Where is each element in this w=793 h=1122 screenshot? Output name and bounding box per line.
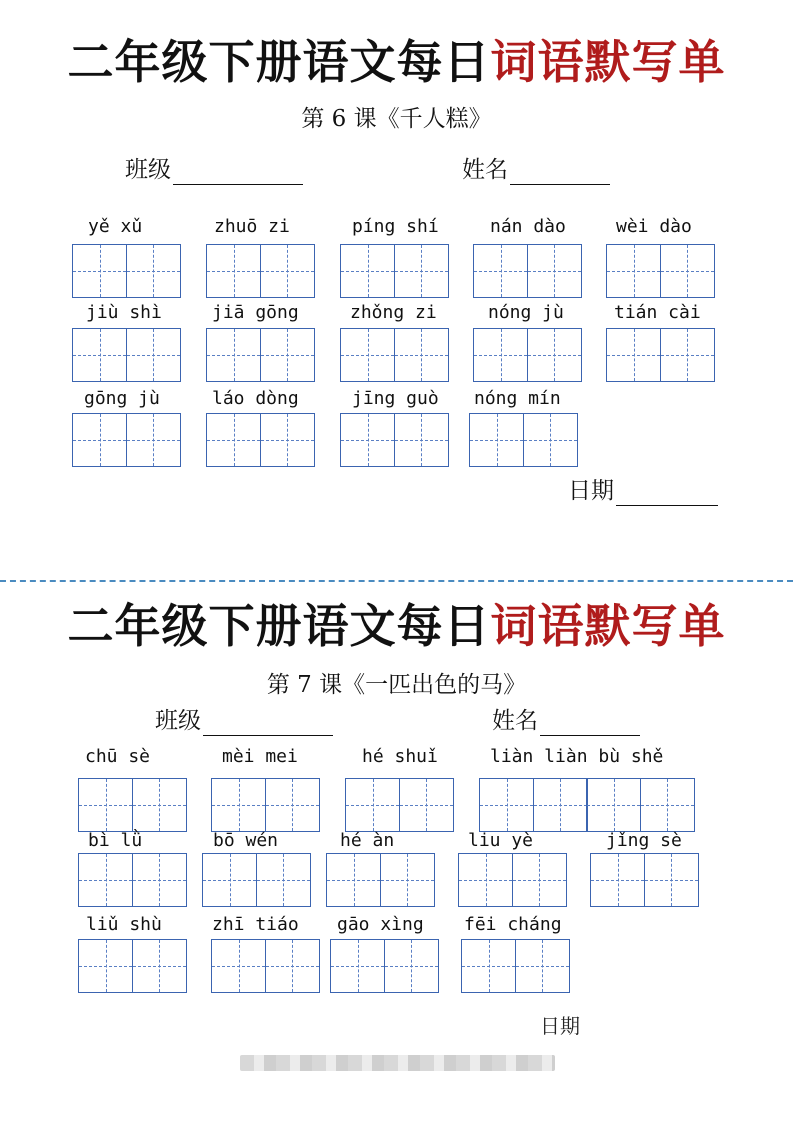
- writing-cell[interactable]: [126, 244, 181, 298]
- sheet2-word-boxes[interactable]: [202, 853, 309, 907]
- sheet1-date-blank[interactable]: [616, 481, 718, 506]
- writing-cell[interactable]: [211, 778, 266, 832]
- writing-cell[interactable]: [340, 413, 395, 467]
- sheet1-word-pinyin: wèi dào: [616, 216, 692, 237]
- writing-cell[interactable]: [78, 778, 133, 832]
- sheet1-word-pinyin: zhǒng zi: [350, 302, 437, 323]
- sheet1-word-boxes[interactable]: [340, 328, 447, 382]
- sheet2-date-label-cropped: 日期: [540, 1014, 580, 1038]
- writing-cell[interactable]: [132, 778, 187, 832]
- writing-cell[interactable]: [211, 939, 266, 993]
- sheet1-word-boxes[interactable]: [206, 244, 313, 298]
- sheet2-word-boxes[interactable]: [330, 939, 437, 993]
- writing-cell[interactable]: [586, 778, 641, 832]
- sheet2-title-highlight: 词语默写单: [490, 599, 726, 653]
- sheet2-word-boxes[interactable]: [78, 853, 185, 907]
- sheet1-lesson: 第 6 课《千人糕》: [301, 106, 492, 132]
- sheet1-word-pinyin: láo dòng: [212, 388, 299, 409]
- sheet1-class-label: 班级: [125, 157, 171, 183]
- writing-cell[interactable]: [469, 413, 524, 467]
- sheet2-word-boxes[interactable]: [78, 778, 185, 832]
- writing-cell[interactable]: [606, 328, 661, 382]
- writing-cell[interactable]: [206, 244, 261, 298]
- sheet2-word-boxes[interactable]: [211, 778, 318, 832]
- sheet2-word-pinyin: hé àn: [340, 830, 395, 851]
- writing-cell[interactable]: [644, 853, 699, 907]
- sheet2-class-label: 班级: [155, 708, 201, 734]
- sheet1-word-boxes[interactable]: [473, 244, 580, 298]
- writing-cell[interactable]: [340, 244, 395, 298]
- sheet1-word-boxes[interactable]: [473, 328, 580, 382]
- sheet2-word-boxes[interactable]: [479, 778, 693, 832]
- sheet2-word-pinyin: chū sè: [85, 746, 151, 767]
- writing-cell[interactable]: [380, 853, 435, 907]
- sheet1-date-label: 日期: [568, 478, 614, 504]
- sheet2-word-pinyin: bō wén: [213, 830, 279, 851]
- writing-cell[interactable]: [206, 328, 261, 382]
- sheet2-title-main: 二年级下册语文每日: [67, 599, 491, 653]
- sheet1-title-main: 二年级下册语文每日: [67, 35, 491, 89]
- sheet1-word-boxes[interactable]: [206, 413, 313, 467]
- sheet2-name-label: 姓名: [492, 708, 538, 734]
- writing-cell[interactable]: [326, 853, 381, 907]
- sheet1-word-boxes[interactable]: [72, 413, 179, 467]
- sheet1-class-field[interactable]: [125, 155, 303, 185]
- sheet2-word-boxes[interactable]: [326, 853, 433, 907]
- sheet1-word-boxes[interactable]: [606, 244, 713, 298]
- writing-cell[interactable]: [606, 244, 661, 298]
- writing-cell[interactable]: [265, 939, 320, 993]
- writing-cell[interactable]: [72, 328, 127, 382]
- writing-cell[interactable]: [330, 939, 385, 993]
- writing-cell[interactable]: [473, 244, 528, 298]
- writing-cell[interactable]: [72, 244, 127, 298]
- writing-cell[interactable]: [384, 939, 439, 993]
- sheet1-word-pinyin: nóng jù: [488, 302, 564, 323]
- writing-cell[interactable]: [660, 244, 715, 298]
- sheet1-title-highlight: 词语默写单: [490, 35, 726, 89]
- sheet2-word-pinyin: jǐng sè: [606, 830, 682, 851]
- writing-cell[interactable]: [202, 853, 257, 907]
- sheet1-title: [0, 34, 793, 90]
- sheet1-date-field[interactable]: [568, 476, 718, 506]
- sheet1-word-pinyin: jīng guò: [352, 388, 439, 409]
- sheet1-word-pinyin: jiā gōng: [212, 302, 299, 323]
- writing-cell[interactable]: [78, 853, 133, 907]
- writing-cell[interactable]: [479, 778, 534, 832]
- writing-cell[interactable]: [206, 413, 261, 467]
- sheet2-lesson: 第 7 课《一匹出色的马》: [266, 672, 527, 698]
- writing-cell[interactable]: [523, 413, 578, 467]
- sheet2-word-boxes[interactable]: [461, 939, 568, 993]
- writing-cell[interactable]: [394, 244, 449, 298]
- writing-cell[interactable]: [527, 328, 582, 382]
- writing-cell[interactable]: [515, 939, 570, 993]
- sheet2-word-boxes[interactable]: [590, 853, 697, 907]
- sheet1-name-blank[interactable]: [510, 160, 610, 185]
- writing-cell[interactable]: [256, 853, 311, 907]
- sheet2-word-pinyin: fēi cháng: [464, 914, 562, 935]
- writing-cell[interactable]: [126, 413, 181, 467]
- sheet2-name-field[interactable]: [492, 706, 640, 736]
- writing-cell[interactable]: [458, 853, 513, 907]
- sheet1-word-boxes[interactable]: [469, 413, 576, 467]
- writing-cell[interactable]: [461, 939, 516, 993]
- sheet1-word-pinyin: píng shí: [352, 216, 439, 237]
- sheet2-word-boxes[interactable]: [458, 853, 565, 907]
- sheet2-word-pinyin: liu yè: [468, 830, 534, 851]
- writing-cell[interactable]: [394, 328, 449, 382]
- writing-cell[interactable]: [340, 328, 395, 382]
- sheet1-word-boxes[interactable]: [206, 328, 313, 382]
- sheet2-title: [0, 598, 793, 654]
- sheet2-word-pinyin: zhī tiáo: [212, 914, 299, 935]
- writing-cell[interactable]: [260, 328, 315, 382]
- writing-cell[interactable]: [78, 939, 133, 993]
- writing-cell[interactable]: [640, 778, 695, 832]
- sheet2-word-pinyin: liǔ shù: [86, 914, 162, 935]
- writing-cell[interactable]: [399, 778, 454, 832]
- sheet1-word-boxes[interactable]: [340, 244, 447, 298]
- sheet1-word-boxes[interactable]: [72, 328, 179, 382]
- sheet2-word-pinyin: gāo xìng: [337, 914, 424, 935]
- writing-cell[interactable]: [265, 778, 320, 832]
- writing-cell[interactable]: [260, 413, 315, 467]
- sheet1-word-boxes[interactable]: [606, 328, 713, 382]
- sheet2-name-blank[interactable]: [540, 711, 640, 736]
- sheet1-word-pinyin: zhuō zi: [214, 216, 290, 237]
- sheet2-word-boxes[interactable]: [345, 778, 452, 832]
- cut-line-divider: [0, 580, 793, 582]
- sheet1-word-pinyin: tián cài: [614, 302, 701, 323]
- sheet2-word-pinyin: mèi mei: [222, 746, 298, 767]
- sheet2-word-pinyin: liàn liàn bù shě: [490, 746, 664, 767]
- sheet2-word-boxes[interactable]: [211, 939, 318, 993]
- writing-cell[interactable]: [590, 853, 645, 907]
- writing-cell[interactable]: [126, 328, 181, 382]
- sheet2-word-pinyin: bì lǜ: [88, 830, 143, 851]
- writing-cell[interactable]: [72, 413, 127, 467]
- sheet1-word-pinyin: gōng jù: [84, 388, 160, 409]
- sheet1-word-pinyin: nán dào: [490, 216, 566, 237]
- writing-cell[interactable]: [533, 778, 588, 832]
- writing-cell[interactable]: [527, 244, 582, 298]
- sheet2-class-blank[interactable]: [203, 711, 333, 736]
- sheet1-word-pinyin: yě xǔ: [88, 216, 143, 237]
- writing-cell[interactable]: [660, 328, 715, 382]
- sheet1-word-boxes[interactable]: [340, 413, 447, 467]
- writing-cell[interactable]: [512, 853, 567, 907]
- sheet1-word-pinyin: nóng mín: [474, 388, 561, 409]
- sheet2-word-pinyin: hé shuǐ: [362, 746, 438, 767]
- sheet2-word-boxes[interactable]: [78, 939, 185, 993]
- sheet1-class-blank[interactable]: [173, 160, 303, 185]
- writing-cell[interactable]: [345, 778, 400, 832]
- sheet1-name-field[interactable]: [462, 155, 610, 185]
- sheet1-word-pinyin: jiù shì: [86, 302, 162, 323]
- writing-cell[interactable]: [132, 853, 187, 907]
- writing-cell[interactable]: [132, 939, 187, 993]
- writing-cell[interactable]: [394, 413, 449, 467]
- blurred-watermark: [240, 1055, 555, 1071]
- sheet2-class-field[interactable]: [155, 706, 333, 736]
- writing-cell[interactable]: [260, 244, 315, 298]
- sheet1-word-boxes[interactable]: [72, 244, 179, 298]
- writing-cell[interactable]: [473, 328, 528, 382]
- sheet1-name-label: 姓名: [462, 157, 508, 183]
